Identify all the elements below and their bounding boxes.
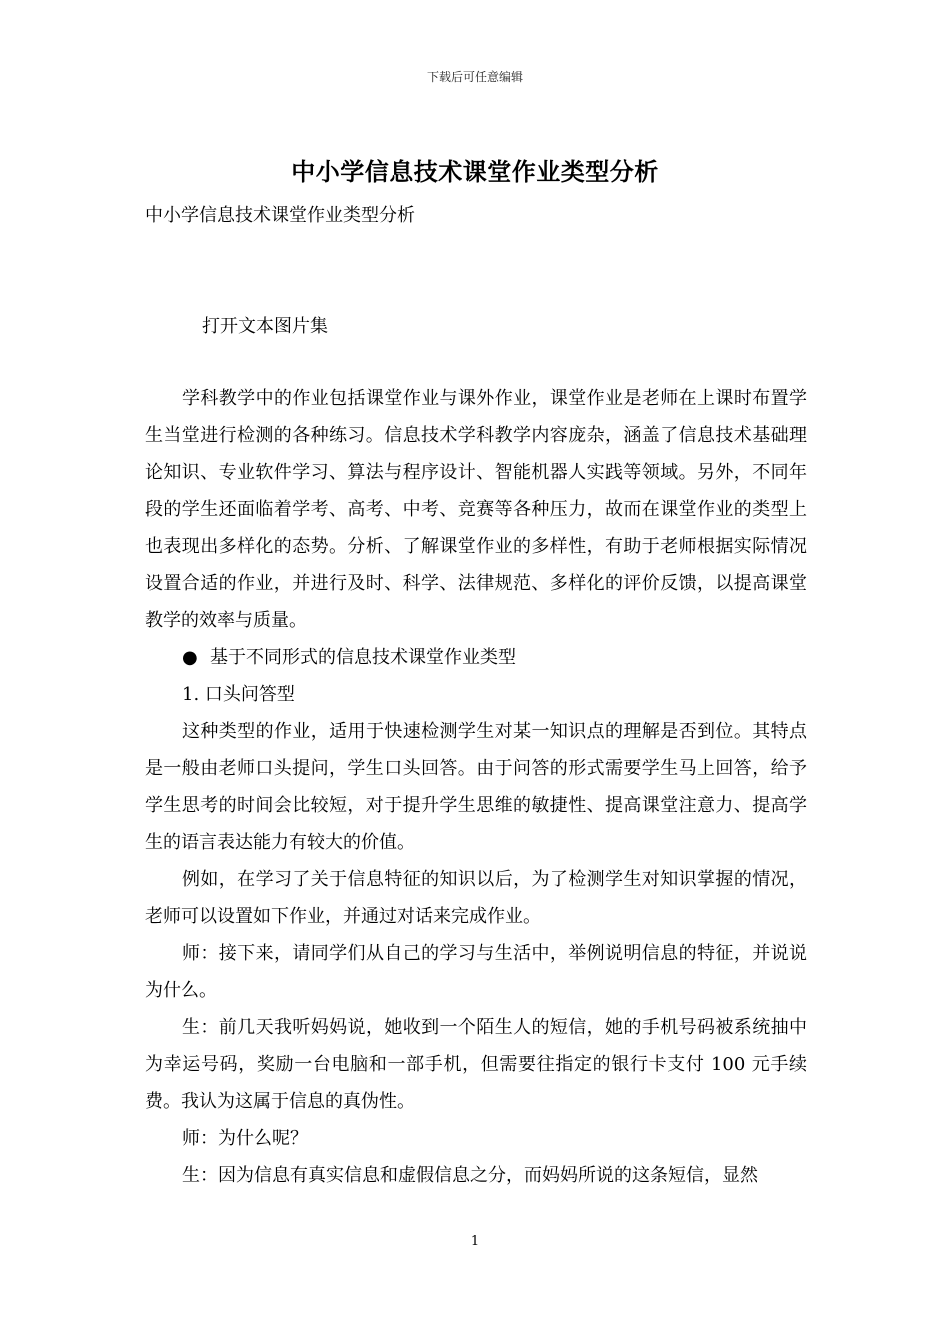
paragraph-description: 这种类型的作业，适用于快速检测学生对某一知识点的理解是否到位。其特点是一般由老师口头提问，学生口头回答。由于问答的形式需要学生马上回答，给予学生思考的时间会比较短，对于提升学生思维的敏捷性、提高课堂注意力、提高学生的语言表达能力有较大的价值。	[145, 721, 807, 853]
bullet-icon: ●	[182, 647, 198, 668]
page-number: 1	[470, 1234, 480, 1249]
paragraph-intro: 学科教学中的作业包括课堂作业与课外作业，课堂作业是老师在上课时布置学生当堂进行检测的各种练习。信息技术学科教学内容庞杂，涵盖了信息技术基础理论知识、专业软件学习、算法与程序设计、智能机器人实践等领域。另外，不同年段的学生还面临着学考、高考、中考、竞赛等各种压力，故而在课堂作业的类型上也表现出多样化的态势。分析、了解课堂作业的多样性，有助于老师根据实际情况设置合适的作业，并进行及时、科学、法律规范、多样化的评价反馈，以提高课堂教学的效率与质量。	[145, 388, 807, 631]
paragraph-example: 例如，在学习了关于信息特征的知识以后，为了检测学生对知识掌握的情况，老师可以设置如下作业，并通过对话来完成作业。	[145, 869, 807, 927]
document-subtitle: 中小学信息技术课堂作业类型分析	[145, 205, 415, 226]
bullet-text: 基于不同形式的信息技术课堂作业类型	[210, 647, 516, 668]
dialogue-student-2: 生：因为信息有真实信息和虚假信息之分，而妈妈所说的这条短信，显然	[182, 1165, 758, 1186]
document-title: 中小学信息技术课堂作业类型分析	[291, 157, 659, 186]
header-note: 下载后可任意编辑	[426, 70, 523, 84]
dialogue-teacher-1: 师：接下来，请同学们从自己的学习与生活中，举例说明信息的特征，并说说为什么。	[145, 943, 807, 1001]
dialogue-student-1: 生：前几天我听妈妈说，她收到一个陌生人的短信，她的手机号码被系统抽中为幸运号码，奖励一台电脑和一部手机，但需要往指定的银行卡支付 100 元手续费。我认为这属于信息的真伪性。	[145, 1017, 807, 1112]
open-image-gallery-link[interactable]: 打开文本图片集	[202, 316, 328, 337]
dialogue-teacher-2: 师：为什么呢？	[182, 1128, 308, 1149]
section-heading: 1. 口头问答型	[182, 684, 295, 705]
bullet-item	[145, 639, 807, 676]
document-body	[145, 380, 807, 1194]
